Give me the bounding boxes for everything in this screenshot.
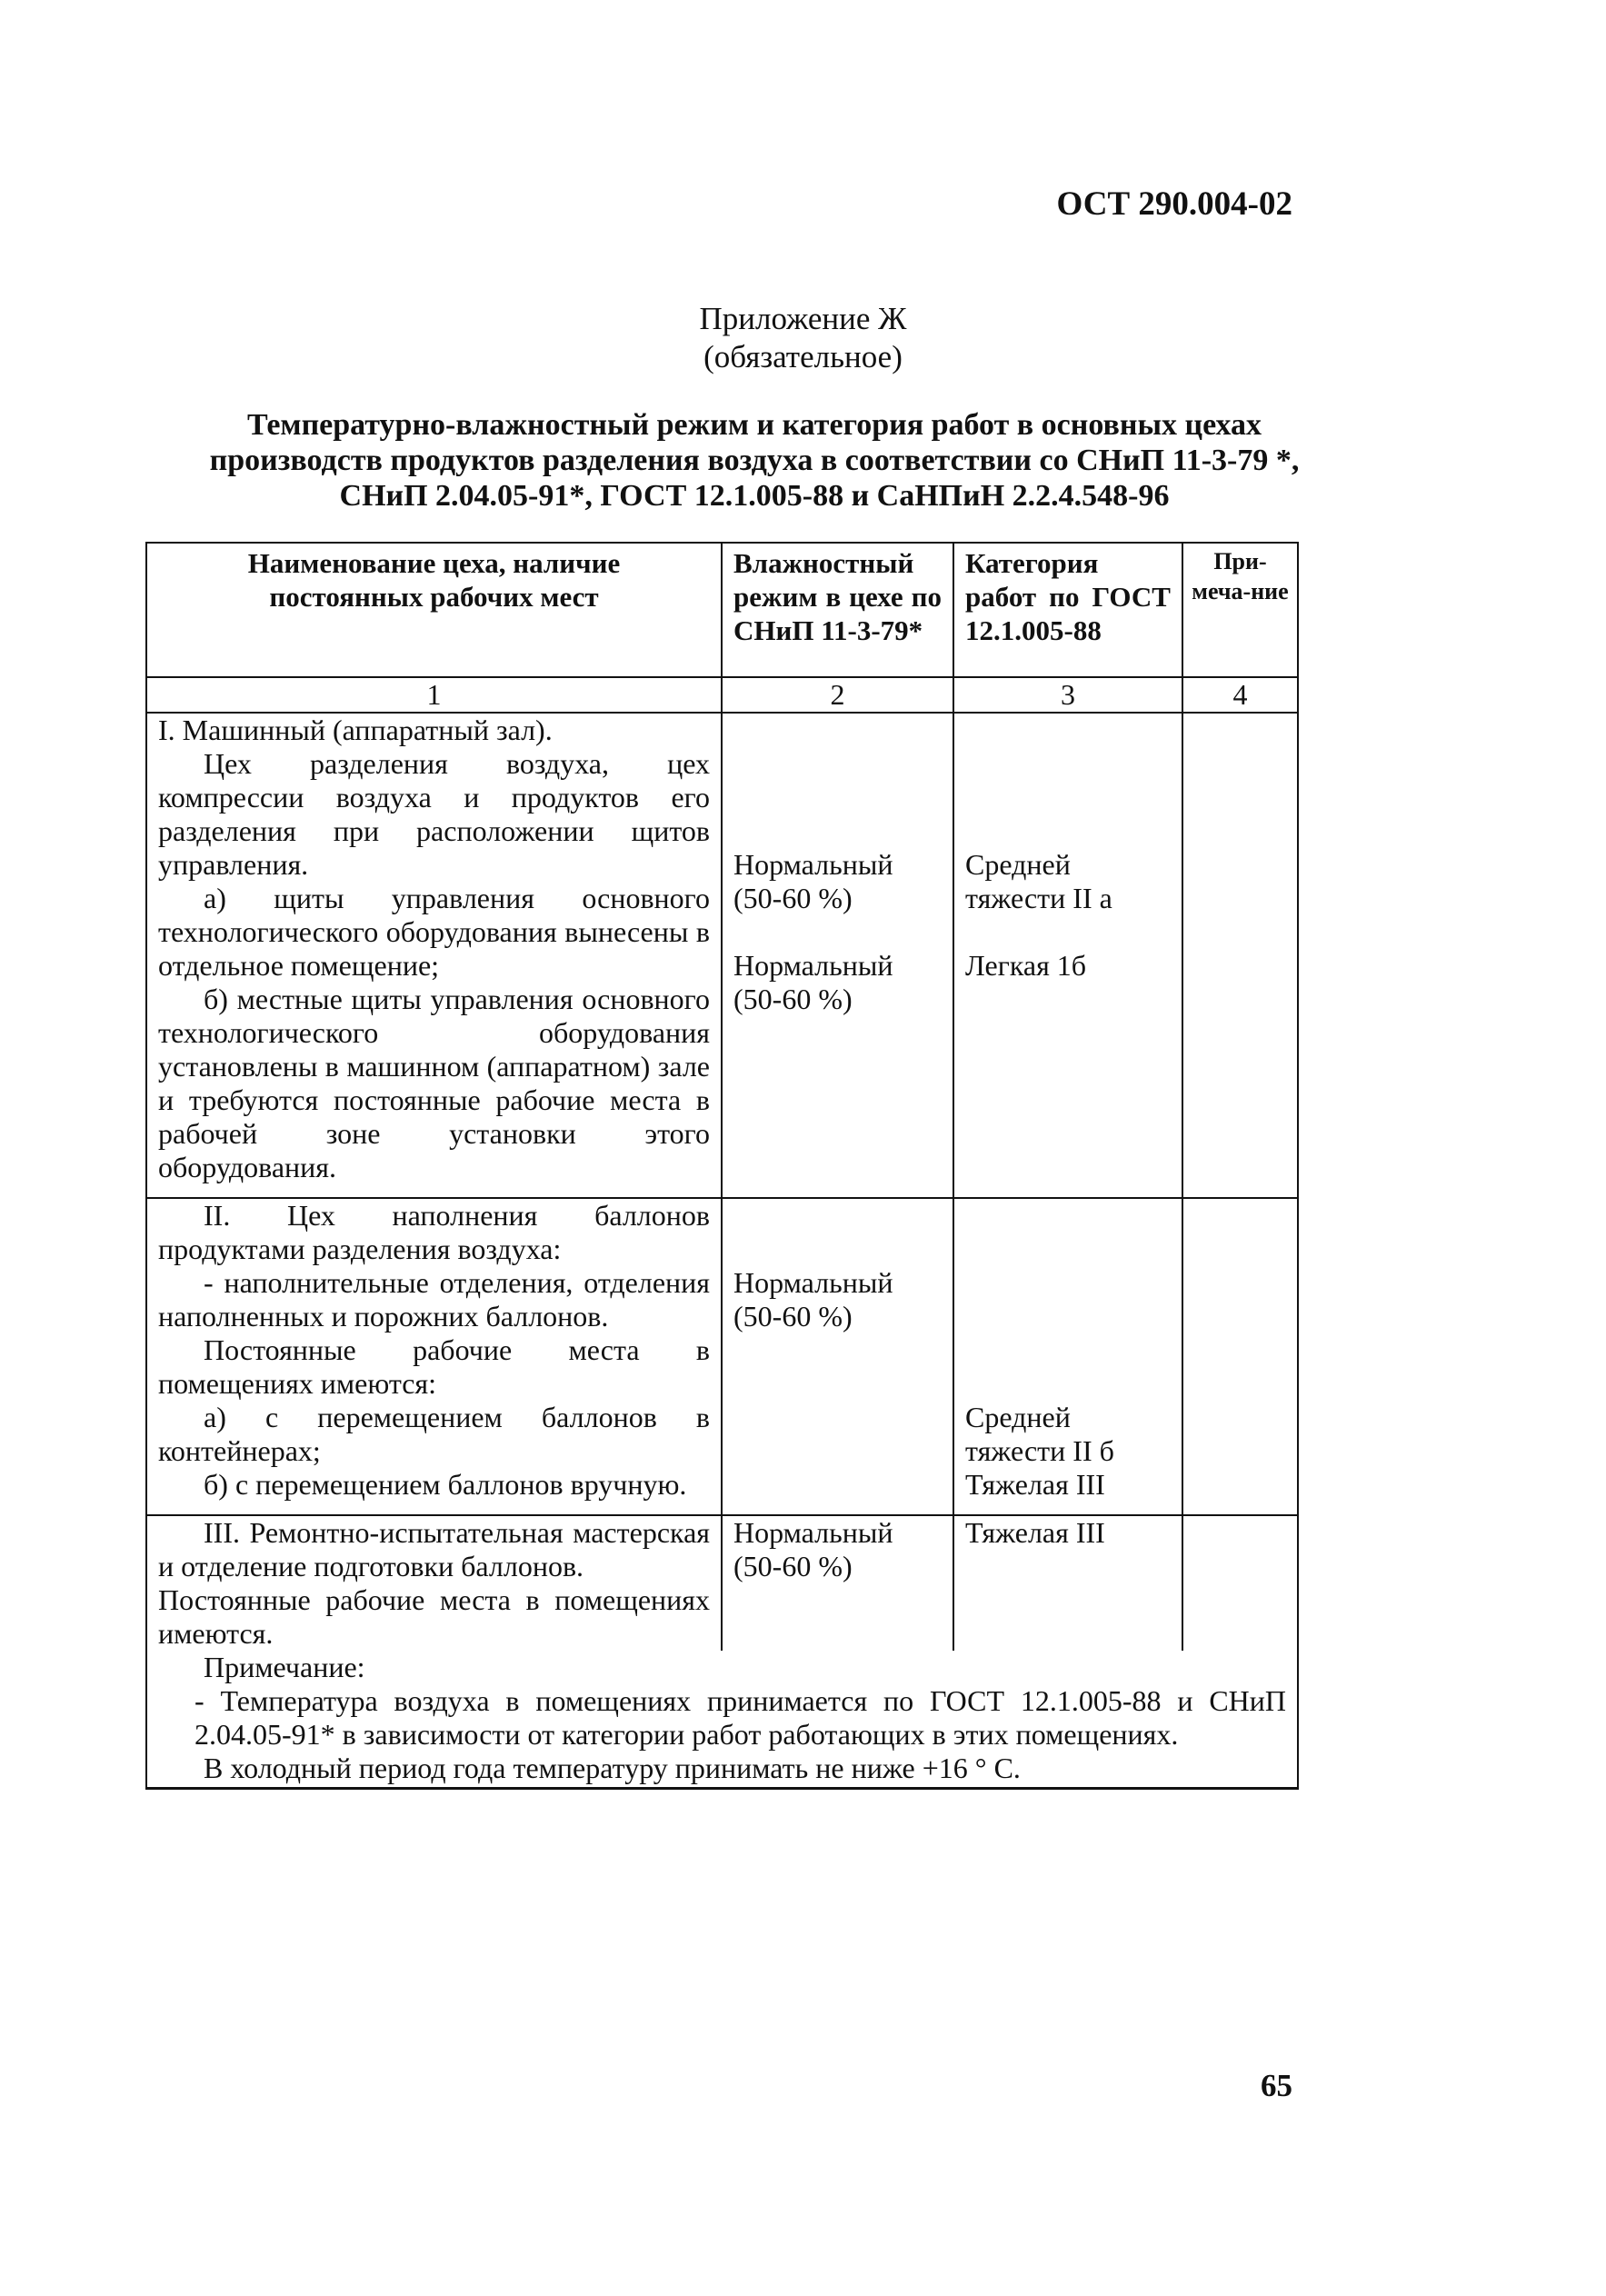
table-title-line: СНиП 2.04.05-91*, ГОСТ 12.1.005-88 и СаНПиН 2.2.4.548-96 [339, 479, 1170, 513]
table-footnote [146, 1651, 1298, 1789]
section-item-b: б) местные щиты управления основного технологического оборудования установлены в машинном (аппаратном) зале и требуются постоянные рабочие места в рабочей зоне установки этого оборудования. [158, 983, 710, 1183]
section-cylinder-filling-humidity [722, 1198, 953, 1515]
appendix-status: (обязательное) [703, 339, 903, 374]
column-number: 3 [953, 677, 1182, 713]
section-cylinder-filling-note [1182, 1198, 1298, 1515]
column-number: 4 [1182, 677, 1298, 713]
section-repair-workshop-row [146, 1515, 1298, 1651]
section-machine-hall-description [146, 713, 722, 1198]
column-number: 2 [722, 677, 953, 713]
section-permanent-places: Постоянные рабочие места в помещениях имеются. [158, 1583, 710, 1650]
header-note: При-меча-ние [1182, 543, 1298, 677]
appendix-title: Приложение Ж [699, 301, 907, 336]
section-title: I. Машинный (аппаратный зал). [158, 714, 553, 746]
header-humidity-regime: Влажностный режим в цехе по СНиП 11-3-79* [722, 543, 953, 677]
footnote-text: - Температура воздуха в помещениях принимается по ГОСТ 12.1.005-88 и СНиП 2.04.05-91* в зависимости от категории работ работающих в этих помещениях. [195, 1684, 1286, 1751]
humidity-value: Нормальный (50-60 %) [733, 1266, 893, 1333]
table-title-line: производств продуктов разделения воздуха в соответствии со СНиП 11-3-79 *, [209, 444, 1300, 477]
section-machine-hall-row [146, 713, 1298, 1198]
section-repair-workshop-category [953, 1515, 1182, 1651]
section-cylinder-filling-description [146, 1198, 722, 1515]
table-header-row [146, 543, 1298, 677]
section-item-b: б) с перемещением баллонов вручную. [204, 1468, 687, 1501]
table-title [164, 407, 1345, 514]
humidity-value: Нормальный (50-60 %) [733, 848, 893, 914]
humidity-value: Нормальный (50-60 %) [733, 1516, 893, 1582]
section-item-a: а) щиты управления основного технологического оборудования вынесены в отдельное помещение; [158, 882, 710, 982]
section-title: III. Ремонтно-испытательная мастерская и отделение подготовки баллонов. [158, 1516, 710, 1582]
category-value: Легкая 1б [965, 949, 1087, 982]
section-permanent-places: Постоянные рабочие места в помещениях имеются: [158, 1333, 710, 1400]
workshop-norms-table [145, 542, 1299, 1790]
footnote-text: В холодный период года температуру принимать не ниже +16 ° С. [204, 1752, 1021, 1784]
header-work-category: Категория работ по ГОСТ 12.1.005-88 [953, 543, 1182, 677]
column-number: 1 [146, 677, 722, 713]
section-title: II. Цех наполнения баллонов продуктами разделения воздуха: [158, 1199, 710, 1265]
category-value: Средней тяжести II а [965, 848, 1112, 914]
table-footnote-row [146, 1651, 1298, 1789]
humidity-value: Нормальный (50-60 %) [733, 949, 893, 1015]
category-value: Тяжелая III [965, 1516, 1105, 1549]
category-value: Тяжелая III [965, 1468, 1105, 1501]
section-machine-hall-category [953, 713, 1182, 1198]
footnote-label: Примечание: [204, 1651, 365, 1683]
page-number: 65 [1261, 2068, 1292, 2103]
section-repair-workshop-description [146, 1515, 722, 1651]
section-intro: Цех разделения воздуха, цех компрессии воздуха и продуктов его разделения при расположении щитов управления. [158, 747, 710, 881]
column-number-row [146, 677, 1298, 713]
appendix-heading [0, 300, 1606, 376]
section-cylinder-filling-row [146, 1198, 1298, 1515]
section-machine-hall-humidity [722, 713, 953, 1198]
section-repair-workshop-note [1182, 1515, 1298, 1651]
document-code: ОСТ 290.004-02 [1056, 185, 1292, 223]
header-workshop-name: Наименование цеха, наличие постоянных рабочих мест [146, 543, 722, 677]
category-value: Средней тяжести II б [965, 1401, 1114, 1467]
section-repair-workshop-humidity [722, 1515, 953, 1651]
table-title-line: Температурно-влажностный режим и категория работ в основных цехах [246, 408, 1262, 442]
section-machine-hall-note [1182, 713, 1298, 1198]
section-item-a: а) с перемещением баллонов в контейнерах; [158, 1401, 710, 1467]
section-cylinder-filling-category [953, 1198, 1182, 1515]
section-item-dash: - наполнительные отделения, отделения наполненных и порожних баллонов. [158, 1266, 710, 1333]
